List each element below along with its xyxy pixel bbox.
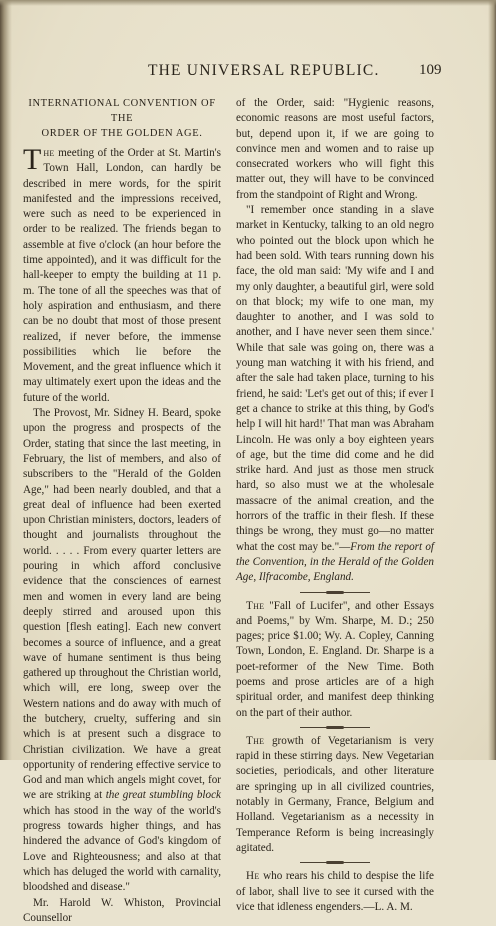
paragraph-provost — [23, 406, 221, 896]
opening-smallcaps: he — [43, 147, 55, 159]
left-column — [23, 96, 221, 926]
section-divider — [300, 725, 370, 731]
vegetarianism-text: growth of Vegetarianism is very rapid in these stirring days. New Vegetarian societies, periodicals, and other literature are springing up in all civilized countries, notably in Germany, France, Belgium and Holland. Vegetarianism as a necessity in Temperance Reform is being increasingly agitated. — [236, 734, 434, 854]
paragraph-provost-italic: the great stumbling block — [105, 789, 221, 802]
paragraph-provost-text-b: which has stood in the way of the world's progress towards higher things, and has hindered the advance of God's kingdom of Love and Righteousness; and also at that which has deluged the world with carnality, bloodshed and disease." — [23, 804, 221, 894]
paragraph-whiston: Mr. Harold W. Whiston, Provincial Counsellor — [23, 896, 221, 924]
paragraph-labor-quote — [236, 869, 434, 915]
paragraph-vegetarianism — [236, 734, 434, 856]
paragraph-kentucky-text: "I remember once standing in a slave market in Kentucky, talking to an old negro who pointed out the block upon which he had been sold. With tears running down his face, the old man said: 'My wife and I and my only daughter, a beautiful girl, were sold on that block; my wife to one man, my daughter to another, and I was sold to another, and I have never seen them since.' While that sale was going on, there was a young man watching it with his friend, and after the sale had taken place, turning to his friend, he said: 'Let's get out of this; if ever I get a chance to strike at this thing, by God's help I will hit hard!' That man was Abraham Lincoln. He was only a boy eighteen years of age, but the time did come and he did strike hard. And just as those men struck hard, so also must we at the wholesale massacre of the animal creation, and the horrors of the traffic in their flesh. If these things be wrong, they must go—no matter what the cost may be."— — [236, 204, 434, 553]
labor-text: who rears his child to despise the life of labor, shall live to see it cursed with the vice that idleness engenders.—L. A. M. — [236, 870, 434, 913]
lucifer-smallcaps: The — [246, 599, 265, 612]
article-heading — [23, 96, 221, 141]
paragraph-lucifer-review — [236, 599, 434, 721]
page-edge — [488, 0, 496, 760]
section-divider — [300, 590, 370, 596]
paragraph-kentucky-source: From the report of the Convention, in the Herald of the Golden Age, Ilfracombe, England. — [236, 540, 434, 584]
running-head — [0, 62, 496, 82]
page-number: 109 — [419, 62, 442, 78]
labor-smallcaps: He — [246, 870, 260, 883]
paragraph-hygienic: of the Order, said: "Hygienic reasons, economic reasons are most useful factors, but, depend upon it, if we are going to convince men and women and to raise up consecrated workers who will fight this matter out, they will have to be convinced from the standpoint of Right and Wrong. — [236, 97, 434, 201]
paragraph-kentucky — [236, 203, 434, 585]
drop-cap: T — [23, 143, 42, 176]
paragraph-meeting — [23, 143, 221, 406]
lucifer-text: "Fall of Lucifer", and other Essays and Poems," by Wm. Sharpe, M. D.; 250 pages; price $1.00; Wy. A. Copley, Canning Town, London, E. England. Dr. Sharpe is a poet-reformer of the New Time. Both poems and prose articles are of a high spiritual order, and manifest deep thinking on the part of their author. — [236, 599, 434, 719]
paragraph-meeting-text: meeting of the Order at St. Martin's Town Hall, London, can hardly be described in mere words, for the spirit manifested and the impressions received, were such as need to be experienced in order to be realized. The friends began to assemble at five o'clock (an hour before the time appointed), and it was difficult for the hall-keeper to empty the building at 11 p. m. The tone of all the speeches was that of holy aspiration and enthusiasm, and there can be no doubt that most of those present realized, if never before, the immense possibilities which lie before the Movement, and the great influence which it may ultimately exert upon the ideas and the future of the world. — [23, 147, 221, 404]
binding-edge — [0, 0, 12, 760]
section-divider — [300, 860, 370, 866]
article-heading-line-1: INTERNATIONAL CONVENTION OF THE — [28, 98, 216, 124]
vegetarianism-smallcaps: The — [246, 734, 265, 747]
journal-title: THE UNIVERSAL REPUBLIC. — [148, 62, 380, 79]
top-edge — [0, 0, 496, 6]
paragraph-provost-text-a: The Provost, Mr. Sidney H. Beard, spoke upon the progress and prospects of the Order, stating that since the last meeting, in February, the list of members, and also of subscribers to the "Herald of the Golden Age," had been nearly doubled, and that a great deal of influence had been exerted upon Christian ministers, doctors, leaders of thought and journalists throughout the world. . . . . From every quarter letters are pouring in which afford conclusive evidence that the consciences of earnest men and women in every land are being deeply stirred and aroused upon this question [flesh eating]. Each new convert becomes a source of influence, and a great wave of humane sentiment is thus being gathered up throughout the Christian world, which will, ere long, sweep over the Western nations and do away with much of the butchery, cruelty, suffering and sin which is at present such a disgrace to Christian civilization. We have a great opportunity of rendering effective service to God and man which angels might covet, for we are striking at — [23, 407, 221, 802]
right-column — [236, 96, 434, 915]
article-heading-line-2: ORDER OF THE GOLDEN AGE. — [41, 128, 203, 139]
